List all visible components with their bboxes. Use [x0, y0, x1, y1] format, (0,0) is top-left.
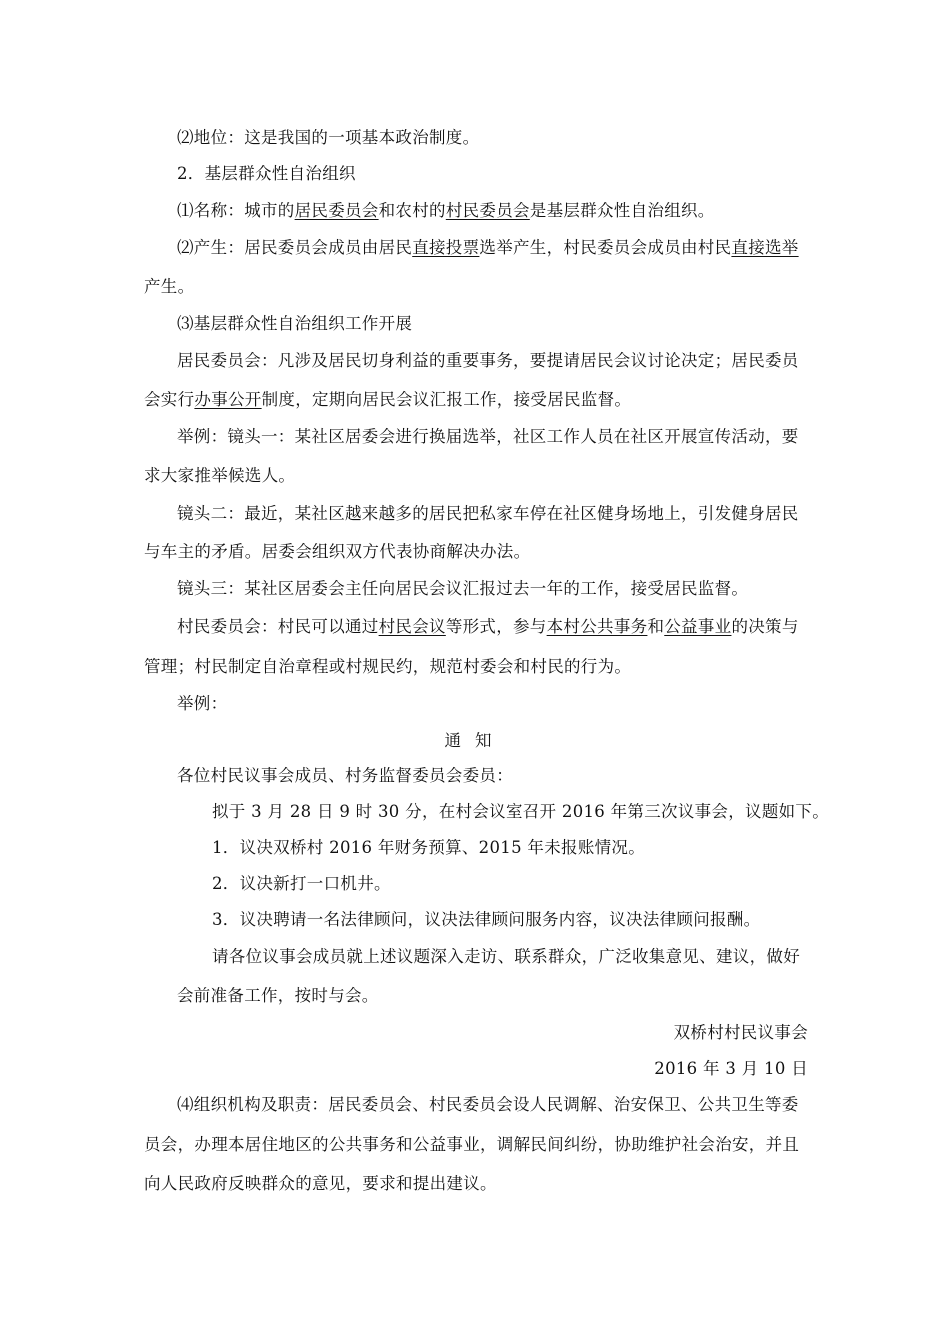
- example-scene-1-cont: 求大家推举候选人。: [144, 466, 296, 485]
- underlined-term: 本村公共事务: [546, 617, 648, 636]
- paragraph-residents-committee: 居民委员会：凡涉及居民切身利益的重要事务，要提请居民会议讨论决定；居民委员: [177, 351, 799, 370]
- example-label: 举例：: [177, 694, 228, 713]
- notice-item-1: 1．议决双桥村 2016 年财务预算、2015 年未报账情况。: [212, 838, 646, 857]
- notice-title: 通知: [444, 731, 506, 750]
- notice-salutation: 各位村民议事会成员、村务监督委员会委员：: [177, 766, 513, 785]
- underlined-term: 办事公开: [194, 390, 262, 409]
- notice-date: 2016 年 3 月 10 日: [654, 1059, 808, 1078]
- paragraph-residents-committee-cont: 会实行办事公开制度，定期向居民会议汇报工作，接受居民监督。: [144, 390, 632, 409]
- example-scene-3: 镜头三：某社区居委会主任向居民会议汇报过去一年的工作，接受居民监督。: [177, 579, 749, 598]
- paragraph-election-cont: 产生。: [144, 277, 195, 296]
- notice-request: 请各位议事会成员就上述议题深入走访、联系群众，广泛收集意见、建议，做好: [212, 947, 800, 966]
- paragraph-organization-end: 向人民政府反映群众的意见，要求和提出建议。: [144, 1174, 497, 1193]
- notice-item-3: 3．议决聘请一名法律顾问，议决法律顾问服务内容，议决法律顾问报酬。: [212, 910, 761, 929]
- underlined-term: 公益事业: [664, 617, 732, 636]
- paragraph-name: ⑴名称：城市的居民委员会和农村的村民委员会是基层群众性自治组织。: [177, 201, 715, 220]
- example-scene-2-cont: 与车主的矛盾。居委会组织双方代表协商解决办法。: [144, 542, 531, 561]
- notice-item-2: 2．议决新打一口机井。: [212, 874, 391, 893]
- paragraph-villagers-committee-cont: 管理；村民制定自治章程或村规民约，规范村委会和村民的行为。: [144, 657, 632, 676]
- paragraph-organization: ⑷组织机构及职责：居民委员会、村民委员会设人民调解、治安保卫、公共卫生等委: [177, 1095, 799, 1114]
- underlined-term: 居民委员会: [294, 201, 379, 220]
- example-scene-1: 举例：镜头一：某社区居委会进行换届选举，社区工作人员在社区开展宣传活动，要: [177, 427, 799, 446]
- example-scene-2: 镜头二：最近，某社区越来越多的居民把私家车停在社区健身场地上，引发健身居民: [177, 504, 799, 523]
- underlined-term: 直接投票: [412, 238, 480, 257]
- notice-body: 拟于 3 月 28 日 9 时 30 分，在村会议室召开 2016 年第三次议事会，议题如下。: [212, 802, 830, 821]
- subsection-heading: ⑶基层群众性自治组织工作开展: [177, 314, 413, 333]
- paragraph-organization-cont: 员会，办理本居住地区的公共事务和公益事业，调解民间纠纷，协助维护社会治安，并且: [144, 1135, 800, 1154]
- notice-request-cont: 会前准备工作，按时与会。: [177, 986, 379, 1005]
- section-heading: 2．基层群众性自治组织: [177, 164, 356, 183]
- paragraph-election: ⑵产生：居民委员会成员由居民直接投票选举产生，村民委员会成员由村民直接选举: [177, 238, 799, 257]
- notice-signature: 双桥村村民议事会: [673, 1023, 808, 1042]
- paragraph-villagers-committee: 村民委员会：村民可以通过村民会议等形式，参与本村公共事务和公益事业的决策与: [177, 617, 799, 636]
- underlined-term: 直接选举: [731, 238, 799, 257]
- paragraph-status: ⑵地位：这是我国的一项基本政治制度。: [177, 128, 480, 147]
- underlined-term: 村民会议: [378, 617, 446, 636]
- underlined-term: 村民委员会: [445, 201, 530, 220]
